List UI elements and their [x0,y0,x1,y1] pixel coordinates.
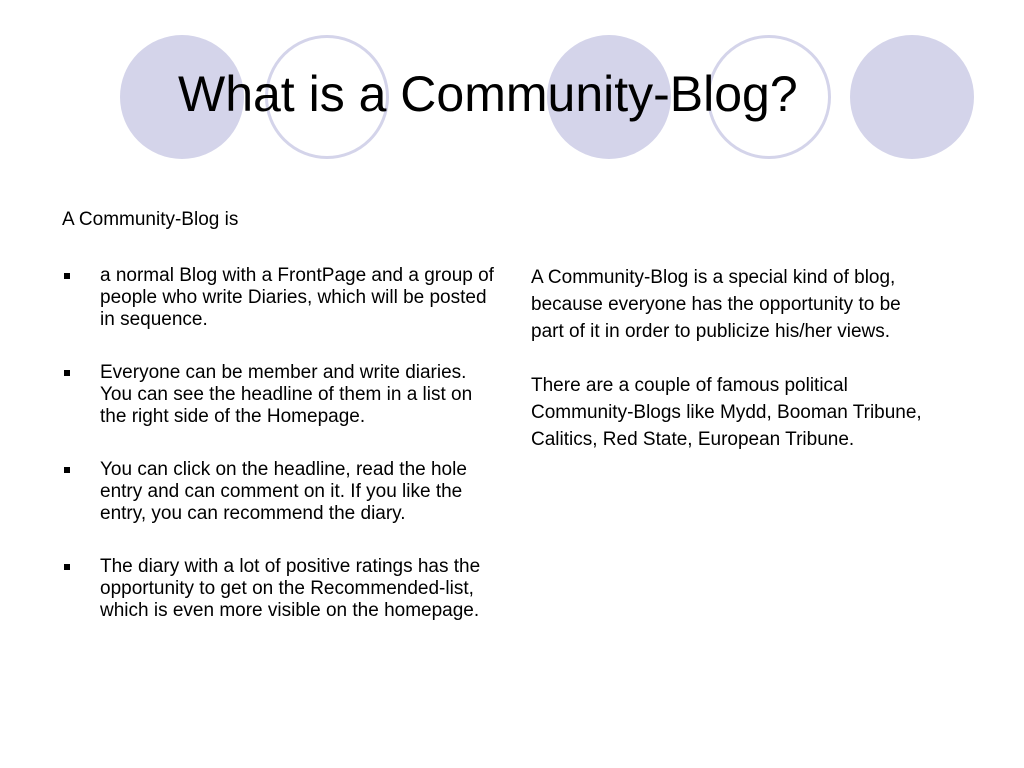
intro-text: A Community-Blog is [62,209,239,230]
bullet-list [62,265,502,653]
bullet-text: Everyone can be member and write diaries. You can see the headline of them in a list on the right side of the Homepage. [100,362,473,427]
right-paragraph: A Community-Blog is a special kind of blog, because everyone has the opportunity to be part of it in order to publicize his/her views. [531,267,901,342]
slide-title: What is a Community-Blog? [178,66,798,122]
decoration-circle [850,35,974,159]
bullet-text: The diary with a lot of positive ratings has the opportunity to get on the Recommended-list, which is even more visible on the homepage. [100,556,481,621]
bullet-item [62,362,502,428]
square-bullet-icon [64,467,70,473]
square-bullet-icon [64,564,70,570]
bullet-item [62,265,502,331]
right-column [531,264,931,480]
right-paragraph: There are a couple of famous political Community-Blogs like Mydd, Booman Tribune, Calitics, Red State, European Tribune. [531,375,922,450]
bullet-item [62,459,502,525]
square-bullet-icon [64,273,70,279]
bullet-text: a normal Blog with a FrontPage and a group of people who write Diaries, which will be posted in sequence. [100,265,494,330]
bullet-text: You can click on the headline, read the hole entry and can comment on it. If you like the entry, you can recommend the diary. [100,459,467,524]
square-bullet-icon [64,370,70,376]
bullet-item [62,556,502,622]
